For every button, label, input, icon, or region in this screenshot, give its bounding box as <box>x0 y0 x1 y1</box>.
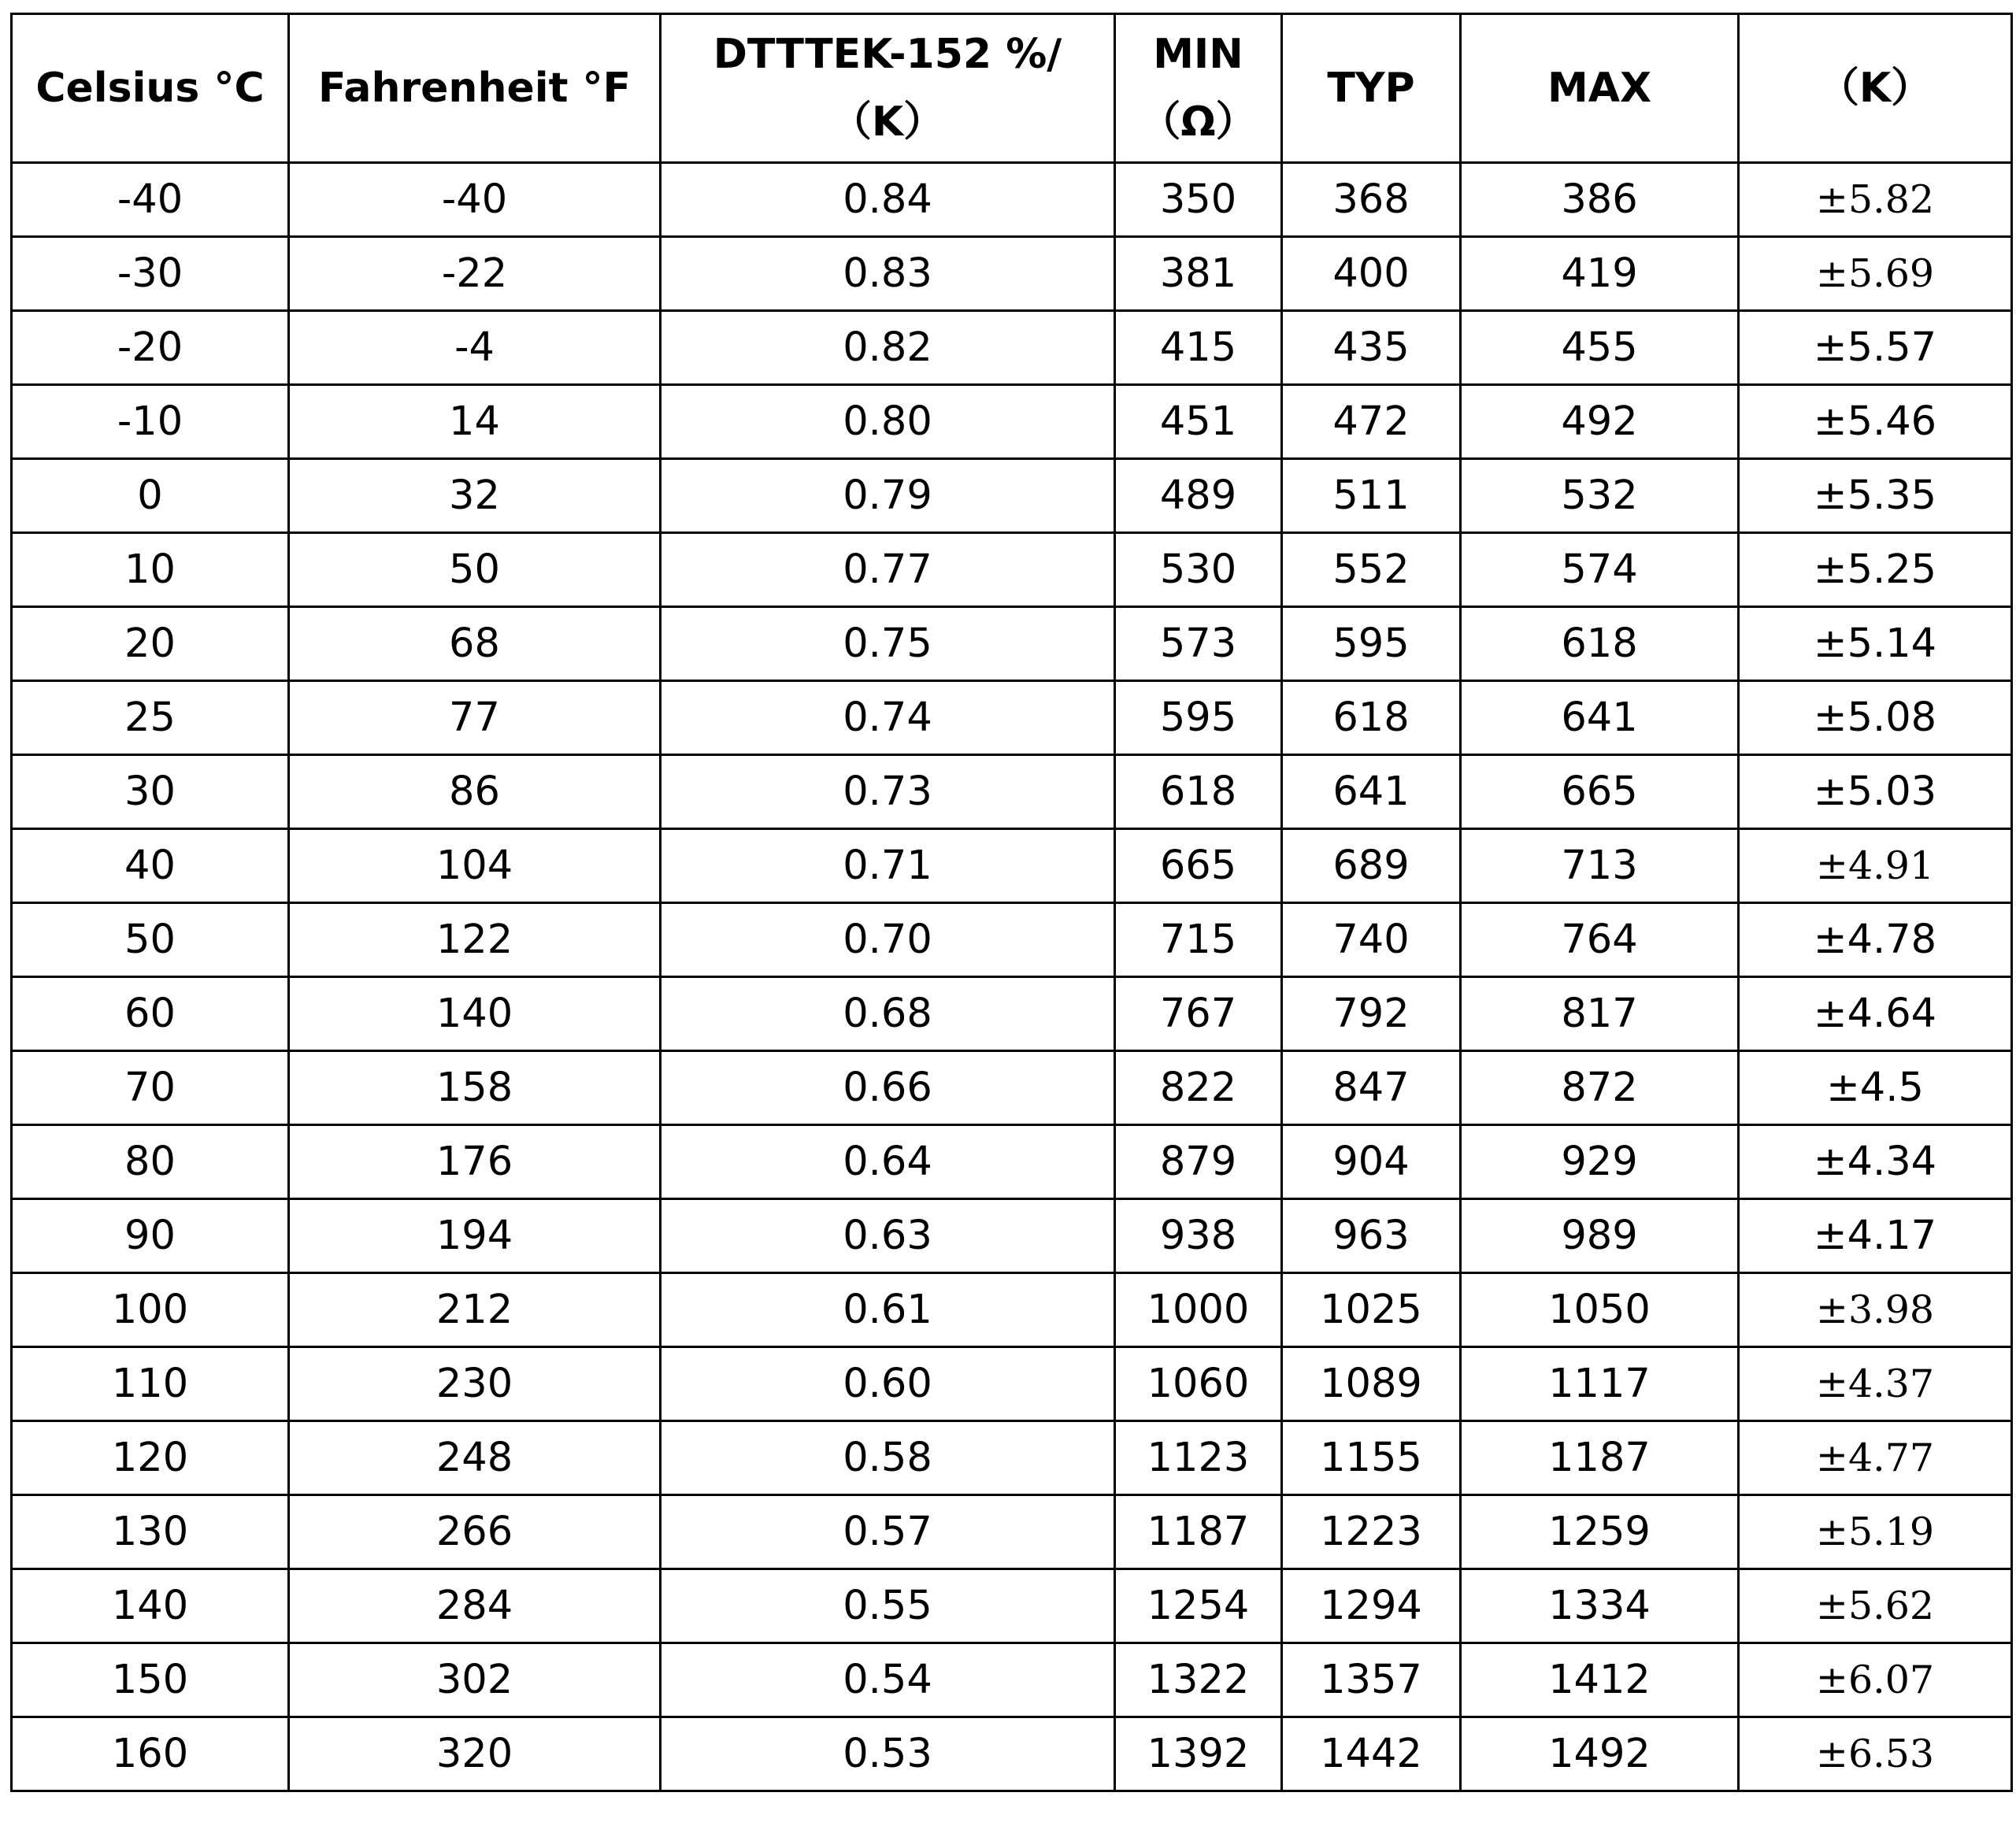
cell-tolerance: ±5.14 <box>1739 607 2012 681</box>
cell-min: 530 <box>1115 533 1282 607</box>
cell-coefficient: 0.66 <box>661 1051 1115 1125</box>
cell-min: 879 <box>1115 1125 1282 1199</box>
cell-celsius: 130 <box>12 1495 289 1569</box>
cell-typ: 963 <box>1282 1199 1461 1273</box>
cell-fahrenheit: -22 <box>289 237 661 311</box>
cell-typ: 1025 <box>1282 1273 1461 1347</box>
cell-min: 1000 <box>1115 1273 1282 1347</box>
cell-celsius: 120 <box>12 1421 289 1495</box>
cell-max: 929 <box>1461 1125 1739 1199</box>
cell-typ: 1357 <box>1282 1643 1461 1717</box>
table-row <box>12 1421 2012 1495</box>
cell-celsius: 10 <box>12 533 289 607</box>
cell-tolerance: ±5.69 <box>1739 237 2012 311</box>
table-row <box>12 755 2012 829</box>
cell-fahrenheit: 194 <box>289 1199 661 1273</box>
header-max-line: MAX <box>1547 65 1652 112</box>
cell-max: 989 <box>1461 1199 1739 1273</box>
cell-min: 1060 <box>1115 1347 1282 1421</box>
cell-tolerance: ±4.17 <box>1739 1199 2012 1273</box>
table-row <box>12 311 2012 385</box>
cell-typ: 552 <box>1282 533 1461 607</box>
header-celsius-line: Celsius °C <box>35 65 265 112</box>
cell-tolerance: ±3.98 <box>1739 1273 2012 1347</box>
cell-max: 455 <box>1461 311 1739 385</box>
table-row <box>12 903 2012 977</box>
table-row <box>12 459 2012 533</box>
cell-celsius: 50 <box>12 903 289 977</box>
cell-coefficient: 0.68 <box>661 977 1115 1051</box>
cell-typ: 595 <box>1282 607 1461 681</box>
table-row <box>12 1125 2012 1199</box>
cell-typ: 1294 <box>1282 1569 1461 1643</box>
cell-fahrenheit: 230 <box>289 1347 661 1421</box>
cell-tolerance: ±4.91 <box>1739 829 2012 903</box>
cell-fahrenheit: 77 <box>289 681 661 755</box>
cell-celsius: 90 <box>12 1199 289 1273</box>
cell-min: 767 <box>1115 977 1282 1051</box>
cell-typ: 847 <box>1282 1051 1461 1125</box>
cell-coefficient: 0.64 <box>661 1125 1115 1199</box>
cell-min: 573 <box>1115 607 1282 681</box>
table-row <box>12 237 2012 311</box>
cell-fahrenheit: -4 <box>289 311 661 385</box>
cell-max: 1050 <box>1461 1273 1739 1347</box>
cell-fahrenheit: 14 <box>289 385 661 459</box>
cell-coefficient: 0.60 <box>661 1347 1115 1421</box>
cell-typ: 1442 <box>1282 1717 1461 1791</box>
table-row <box>12 1643 2012 1717</box>
table-row <box>12 1717 2012 1791</box>
cell-max: 1187 <box>1461 1421 1739 1495</box>
cell-celsius: -30 <box>12 237 289 311</box>
cell-fahrenheit: -40 <box>289 163 661 237</box>
cell-max: 713 <box>1461 829 1739 903</box>
resistance-table-container <box>10 13 2013 1792</box>
cell-tolerance: ±4.64 <box>1739 977 2012 1051</box>
cell-coefficient: 0.80 <box>661 385 1115 459</box>
cell-celsius: -10 <box>12 385 289 459</box>
cell-typ: 368 <box>1282 163 1461 237</box>
header-coefficient <box>661 14 1115 163</box>
cell-typ: 1223 <box>1282 1495 1461 1569</box>
cell-tolerance: ±5.08 <box>1739 681 2012 755</box>
cell-max: 492 <box>1461 385 1739 459</box>
cell-min: 415 <box>1115 311 1282 385</box>
cell-tolerance: ±5.62 <box>1739 1569 2012 1643</box>
cell-fahrenheit: 50 <box>289 533 661 607</box>
table-header <box>12 14 2012 163</box>
cell-typ: 435 <box>1282 311 1461 385</box>
cell-tolerance: ±6.53 <box>1739 1717 2012 1791</box>
cell-coefficient: 0.75 <box>661 607 1115 681</box>
header-min <box>1115 14 1282 163</box>
cell-tolerance: ±6.07 <box>1739 1643 2012 1717</box>
cell-fahrenheit: 68 <box>289 607 661 681</box>
table-row <box>12 829 2012 903</box>
cell-typ: 1155 <box>1282 1421 1461 1495</box>
cell-tolerance: ±4.37 <box>1739 1347 2012 1421</box>
cell-coefficient: 0.70 <box>661 903 1115 977</box>
header-celsius <box>12 14 289 163</box>
cell-max: 817 <box>1461 977 1739 1051</box>
cell-max: 641 <box>1461 681 1739 755</box>
cell-min: 595 <box>1115 681 1282 755</box>
resistance-table <box>10 13 2013 1792</box>
table-row <box>12 1347 2012 1421</box>
cell-tolerance: ±5.19 <box>1739 1495 2012 1569</box>
cell-min: 822 <box>1115 1051 1282 1125</box>
cell-celsius: 140 <box>12 1569 289 1643</box>
cell-max: 1412 <box>1461 1643 1739 1717</box>
cell-fahrenheit: 320 <box>289 1717 661 1791</box>
header-fahrenheit-line: Fahrenheit °F <box>317 65 632 112</box>
header-coefficient-line: DTTTEK-152 %/ <box>713 31 1062 78</box>
cell-typ: 904 <box>1282 1125 1461 1199</box>
cell-fahrenheit: 32 <box>289 459 661 533</box>
cell-min: 938 <box>1115 1199 1282 1273</box>
cell-fahrenheit: 158 <box>289 1051 661 1125</box>
cell-celsius: 60 <box>12 977 289 1051</box>
table-body <box>12 163 2012 1791</box>
cell-min: 381 <box>1115 237 1282 311</box>
header-typ-line: TYP <box>1327 65 1415 112</box>
cell-max: 872 <box>1461 1051 1739 1125</box>
header-min-line: MIN <box>1153 31 1243 78</box>
table-row <box>12 385 2012 459</box>
cell-coefficient: 0.82 <box>661 311 1115 385</box>
cell-typ: 1089 <box>1282 1347 1461 1421</box>
cell-tolerance: ±5.46 <box>1739 385 2012 459</box>
cell-celsius: 110 <box>12 1347 289 1421</box>
cell-coefficient: 0.73 <box>661 755 1115 829</box>
cell-min: 1254 <box>1115 1569 1282 1643</box>
cell-coefficient: 0.83 <box>661 237 1115 311</box>
cell-min: 618 <box>1115 755 1282 829</box>
header-max <box>1461 14 1739 163</box>
cell-coefficient: 0.54 <box>661 1643 1115 1717</box>
table-row <box>12 607 2012 681</box>
cell-max: 574 <box>1461 533 1739 607</box>
table-row <box>12 1199 2012 1273</box>
table-row <box>12 1051 2012 1125</box>
cell-coefficient: 0.71 <box>661 829 1115 903</box>
cell-celsius: 160 <box>12 1717 289 1791</box>
cell-fahrenheit: 302 <box>289 1643 661 1717</box>
header-typ <box>1282 14 1461 163</box>
cell-min: 1322 <box>1115 1643 1282 1717</box>
cell-min: 1187 <box>1115 1495 1282 1569</box>
cell-fahrenheit: 212 <box>289 1273 661 1347</box>
cell-min: 1123 <box>1115 1421 1282 1495</box>
cell-coefficient: 0.61 <box>661 1273 1115 1347</box>
header-min-line: （Ω） <box>1140 98 1257 146</box>
cell-celsius: -40 <box>12 163 289 237</box>
cell-coefficient: 0.57 <box>661 1495 1115 1569</box>
table-row <box>12 533 2012 607</box>
cell-tolerance: ±5.25 <box>1739 533 2012 607</box>
cell-coefficient: 0.77 <box>661 533 1115 607</box>
table-row <box>12 1273 2012 1347</box>
cell-fahrenheit: 86 <box>289 755 661 829</box>
cell-typ: 472 <box>1282 385 1461 459</box>
table-row <box>12 681 2012 755</box>
cell-max: 665 <box>1461 755 1739 829</box>
table-row <box>12 1495 2012 1569</box>
cell-coefficient: 0.53 <box>661 1717 1115 1791</box>
cell-celsius: 20 <box>12 607 289 681</box>
header-row <box>12 14 2012 163</box>
cell-typ: 641 <box>1282 755 1461 829</box>
cell-tolerance: ±5.35 <box>1739 459 2012 533</box>
header-tolerance-line: （K） <box>1818 65 1933 112</box>
cell-coefficient: 0.63 <box>661 1199 1115 1273</box>
cell-max: 764 <box>1461 903 1739 977</box>
cell-tolerance: ±4.5 <box>1739 1051 2012 1125</box>
cell-celsius: 150 <box>12 1643 289 1717</box>
table-row <box>12 977 2012 1051</box>
cell-celsius: 70 <box>12 1051 289 1125</box>
cell-fahrenheit: 284 <box>289 1569 661 1643</box>
table-row <box>12 1569 2012 1643</box>
cell-fahrenheit: 266 <box>289 1495 661 1569</box>
cell-coefficient: 0.84 <box>661 163 1115 237</box>
cell-max: 1259 <box>1461 1495 1739 1569</box>
cell-celsius: -20 <box>12 311 289 385</box>
cell-celsius: 30 <box>12 755 289 829</box>
cell-coefficient: 0.58 <box>661 1421 1115 1495</box>
cell-typ: 400 <box>1282 237 1461 311</box>
cell-tolerance: ±4.77 <box>1739 1421 2012 1495</box>
cell-min: 350 <box>1115 163 1282 237</box>
cell-min: 451 <box>1115 385 1282 459</box>
cell-fahrenheit: 122 <box>289 903 661 977</box>
cell-typ: 792 <box>1282 977 1461 1051</box>
cell-coefficient: 0.74 <box>661 681 1115 755</box>
cell-coefficient: 0.79 <box>661 459 1115 533</box>
cell-typ: 689 <box>1282 829 1461 903</box>
cell-max: 532 <box>1461 459 1739 533</box>
cell-tolerance: ±4.34 <box>1739 1125 2012 1199</box>
cell-tolerance: ±5.03 <box>1739 755 2012 829</box>
header-coefficient-line: （K） <box>830 98 945 146</box>
table-row <box>12 163 2012 237</box>
cell-min: 665 <box>1115 829 1282 903</box>
cell-tolerance: ±5.57 <box>1739 311 2012 385</box>
header-tolerance <box>1739 14 2012 163</box>
cell-celsius: 100 <box>12 1273 289 1347</box>
cell-celsius: 40 <box>12 829 289 903</box>
cell-max: 1492 <box>1461 1717 1739 1791</box>
cell-max: 419 <box>1461 237 1739 311</box>
cell-fahrenheit: 140 <box>289 977 661 1051</box>
cell-celsius: 80 <box>12 1125 289 1199</box>
cell-fahrenheit: 104 <box>289 829 661 903</box>
cell-fahrenheit: 176 <box>289 1125 661 1199</box>
cell-celsius: 25 <box>12 681 289 755</box>
cell-fahrenheit: 248 <box>289 1421 661 1495</box>
cell-typ: 511 <box>1282 459 1461 533</box>
header-fahrenheit <box>289 14 661 163</box>
cell-coefficient: 0.55 <box>661 1569 1115 1643</box>
cell-min: 1392 <box>1115 1717 1282 1791</box>
cell-celsius: 0 <box>12 459 289 533</box>
cell-min: 715 <box>1115 903 1282 977</box>
cell-max: 386 <box>1461 163 1739 237</box>
cell-tolerance: ±5.82 <box>1739 163 2012 237</box>
cell-max: 618 <box>1461 607 1739 681</box>
cell-min: 489 <box>1115 459 1282 533</box>
cell-max: 1334 <box>1461 1569 1739 1643</box>
cell-typ: 618 <box>1282 681 1461 755</box>
cell-tolerance: ±4.78 <box>1739 903 2012 977</box>
cell-max: 1117 <box>1461 1347 1739 1421</box>
cell-typ: 740 <box>1282 903 1461 977</box>
